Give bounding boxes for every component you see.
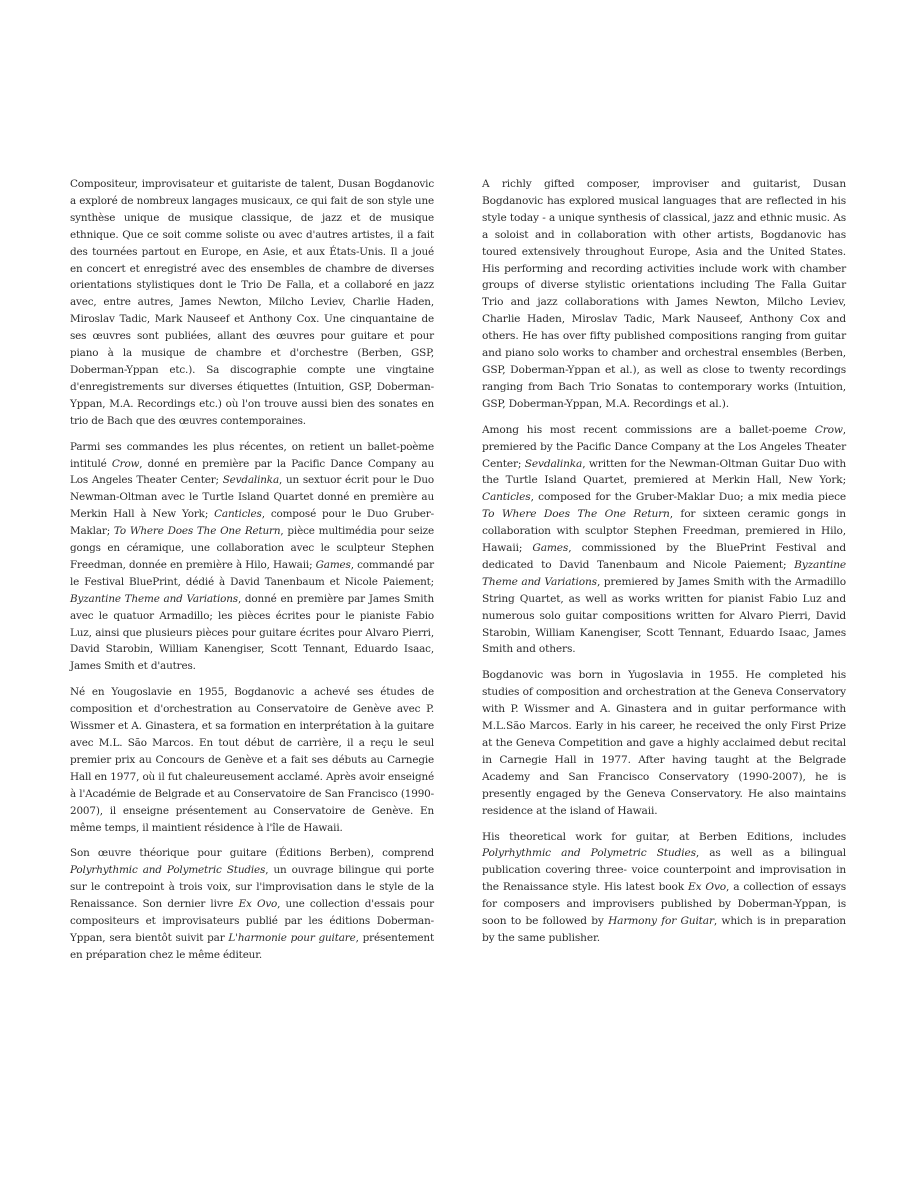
- work-title-canticles: Canticles: [214, 508, 262, 521]
- text-run: , commandé par le Festival BluePrint, dédié à David Tanenbaum et Nicole Paiement;: [70, 558, 434, 588]
- text-run: , un ouvrage bilingue qui porte sur le contrepoint à trois voix, sur l'improvisation dans le style de la Renaissance. Son dernier livre: [70, 864, 434, 911]
- text-run: , for sixteen ceramic gongs in collaboration with sculptor Stephen Freedman, premiered in Hilo, Hawaii;: [482, 508, 846, 555]
- text-run: , donné en première par James Smith avec le quatuor Armadillo; les pièces écrites pour le pianiste Fabio Luz, ainsi que plusieurs pièces pour guitare écrites pour Alvaro Pierri, David Starobin, William Kanengiser, Scott Tennant, Eduardo Isaac, James Smith et d'autres.: [70, 592, 435, 673]
- text-run: , written for the Newman-Oltman Guitar Duo with the Turtle Island Quartet, premiered at Merkin Hall, New York;: [482, 457, 847, 487]
- work-title-sevdalinka: Sevdalinka: [222, 474, 280, 487]
- english-column: [482, 176, 846, 956]
- text-run: Among his most recent commissions are a ballet-poeme: [482, 423, 815, 436]
- work-title-canticles: Canticles: [482, 491, 531, 504]
- french-paragraph-intro: Compositeur, improvisateur et guitariste de talent, Dusan Bogdanovic a exploré de nombreux langages musicaux, ce qui fait de son style une synthèse unique de musique classique, de jazz et de musique ethnique. Que ce soit comme soliste ou avec d'autres artistes, il a fait des tournées partout en Europe, en Asie, et aux États-Unis. Il a joué en concert et enregistré avec des ensembles de chambre de diverses orientations stylistiques dont le Trio De Falla, et a collaboré en jazz avec, entre autres, James Newton, Milcho Leviev, Charlie Haden, Miroslav Tadic, Mark Nauseef et Anthony Cox. Une cinquantaine de ses œuvres sont publiées, allant des œuvres pour guitare et pour piano à la musique de chambre et d'orchestre (Berben, GSP, Doberman-Yppan etc.). Sa discographie compte une vingtaine d'enregistrements sur diverses étiquettes (Intuition, GSP, Doberman-Yppan, M.A. Recordings etc.) où l'on trouve aussi bien des sonates en trio de Bach que des œuvres contemporaines.: [70, 178, 434, 427]
- english-paragraph-theory: [482, 829, 846, 947]
- french-paragraph-commissions: [70, 439, 434, 676]
- text-run: , premiered by James Smith with the Armadillo String Quartet, as well as works written for pianist Fabio Luz and numerous solo guitar compositions written for Alvaro Pierri, David Starobin, William Kanengiser, Scott Tennant, Eduardo Isaac, James Smith and others.: [482, 575, 846, 656]
- english-paragraph-biography: Bogdanovic was born in Yugoslavia in 1955. He completed his studies of composition and orchestration at the Geneva Conservatory with P. Wissmer and A. Ginastera and in guitar performance with M.L.São Marcos. Early in his career, he received the only First Prize at the Geneva Competition and gave a highly acclaimed debut recital in Carnegie Hall in 1977. After having taught at the Belgrade Academy and San Francisco Conservatory (1990-2007), he is presently engaged by the Geneva Conservatory. He also maintains residence at the island of Hawaii.: [482, 669, 846, 817]
- work-title-to-where-does-the-one-return: To Where Does The One Return: [482, 508, 670, 521]
- book-title-polyrhythmic: Polyrhythmic and Polymetric Studies: [482, 847, 696, 860]
- text-run: Son œuvre théorique pour guitare (Éditions Berben), comprend: [70, 847, 434, 860]
- work-title-sevdalinka: Sevdalinka: [524, 457, 583, 470]
- text-run: , un sextuor écrit pour le Duo Newman-Oltman avec le Turtle Island Quartet donné en première au Merkin Hall à New York;: [70, 474, 434, 521]
- work-title-crow: Crow: [814, 423, 843, 436]
- french-paragraph-biography: Né en Yougoslavie en 1955, Bogdanovic a achevé ses études de composition et d'orchestration au Conservatoire de Genève avec P. Wissmer et A. Ginastera, et sa formation en interprétation à la guitare avec M.L. São Marcos. En tout début de carrière, il a reçu le seul premier prix au Concours de Genève et a fait ses débuts au Carnegie Hall en 1977, où il fut chaleureusement acclamé. Après avoir enseigné à l'Académie de Belgrade et au Conservatoire de San Francisco (1990-2007), il enseigne présentement au Conservatoire de Genève. En même temps, il maintient résidence à l'île de Hawaii.: [70, 686, 434, 834]
- text-run: , une collection d'essais pour compositeurs et improvisateurs publié par les éditions Doberman-Yppan, sera bientôt suivit par: [70, 898, 434, 944]
- text-run: , commissioned by the BluePrint Festival and dedicated to David Tanenbaum and Nicole Paiement;: [482, 542, 846, 571]
- work-title-to-where-does-the-one-return: To Where Does The One Return: [113, 525, 281, 538]
- text-run: , composed for the Gruber-Maklar Duo; a mix media piece: [530, 491, 846, 504]
- book-title-harmonie: L'harmonie pour guitare: [228, 931, 356, 944]
- text-run: , as well as a bilingual publication covering three- voice counterpoint and improvisation in the Renaissance style. His latest book: [482, 847, 846, 894]
- text-run: , which is in preparation by the same publisher.: [482, 915, 846, 944]
- text-run: , a collection of essays for composers and improvisers published by Doberman-Yppan, is soon to be followed by: [482, 881, 847, 928]
- book-title-ex-ovo: Ex Ovo: [688, 881, 727, 894]
- french-paragraph-theory: [70, 845, 434, 963]
- work-title-byzantine: Byzantine Theme and Variations: [482, 558, 846, 588]
- book-title-harmony: Harmony for Guitar: [608, 915, 714, 928]
- work-title-games: Games: [532, 542, 569, 555]
- text-run: , donné en première par la Pacific Dance Company au Los Angeles Theater Center;: [70, 457, 434, 487]
- text-run: , présentement en préparation chez le même éditeur.: [70, 931, 434, 961]
- work-title-byzantine: Byzantine Theme and Variations: [70, 592, 238, 605]
- work-title-games: Games: [315, 558, 351, 571]
- book-title-polyrhythmic: Polyrhythmic and Polymetric Studies: [70, 864, 266, 877]
- text-run: His theoretical work for guitar, at Berben Editions, includes: [482, 830, 846, 843]
- english-paragraph-intro: A richly gifted composer, improviser and guitarist, Dusan Bogdanovic has explored musical languages that are reflected in his style today - a unique synthesis of classical, jazz and ethnic music. As a soloist and in collaboration with other artists, Bogdanovic has toured extensively throughout Europe, Asia and the United States. His performing and recording activities include work with chamber groups of diverse stylistic orientations including The Falla Guitar Trio and jazz collaborations with James Newton, Milcho Leviev, Charlie Haden, Miroslav Tadic, Mark Nauseef, Anthony Cox and others. He has over fifty published compositions ranging from guitar and piano solo works to chamber and orchestral ensembles (Berben, GSP, Doberman-Yppan et al.), as well as close to twenty recordings ranging from Bach Trio Sonatas to contemporary works (Intuition, GSP, Doberman-Yppan, M.A. Recordings et al.).: [482, 178, 846, 410]
- text-run: , composé pour le Duo Gruber-Maklar;: [70, 508, 434, 538]
- text-run: , premiered by the Pacific Dance Company at the Los Angeles Theater Center;: [482, 423, 846, 470]
- text-run: Parmi ses commandes les plus récentes, on retient un ballet-poème intitulé: [70, 440, 434, 470]
- book-title-ex-ovo: Ex Ovo: [238, 898, 278, 911]
- english-paragraph-commissions: [482, 422, 846, 659]
- text-run: , pièce multimédia pour seize gongs en céramique, une collaboration avec le sculpteur Stephen Freedman, donnée en première à Hilo, Hawaii;: [70, 525, 434, 571]
- work-title-crow: Crow: [111, 457, 140, 470]
- french-column: [70, 176, 434, 973]
